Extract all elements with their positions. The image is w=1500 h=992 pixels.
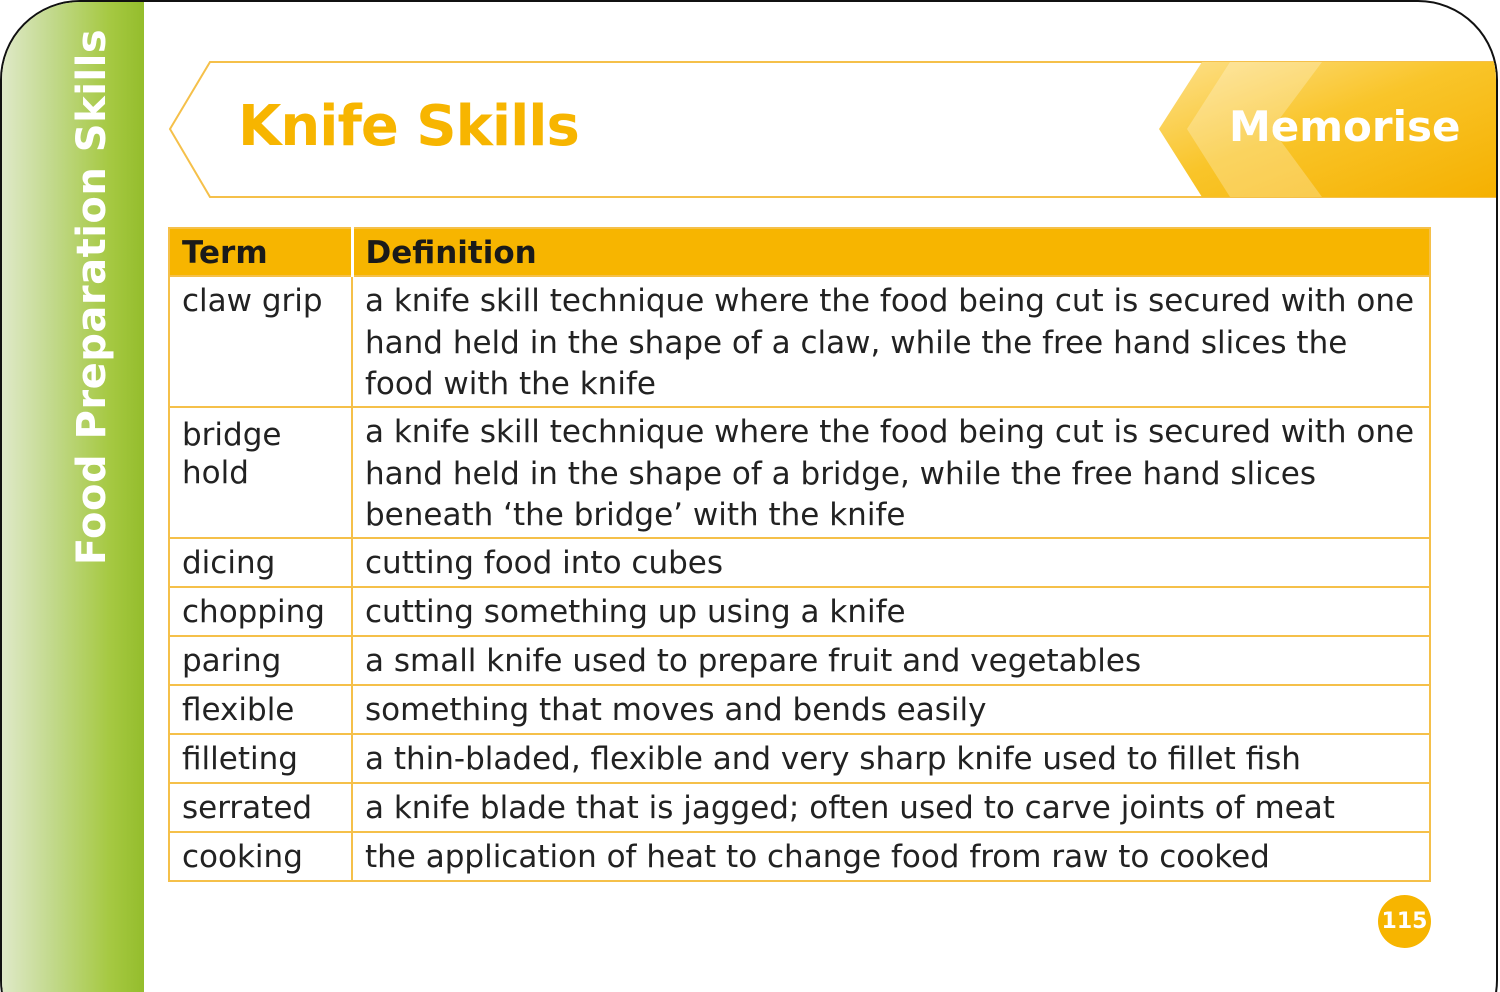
table-row	[169, 276, 1430, 407]
table-row	[169, 734, 1430, 783]
table-row	[169, 538, 1430, 587]
definition-cell: a small knife used to prepare fruit and vegetables	[352, 636, 1430, 685]
term-cell: dicing	[169, 538, 352, 587]
term-cell: filleting	[169, 734, 352, 783]
table-row	[169, 407, 1430, 538]
definition-cell: cutting something up using a knife	[352, 587, 1430, 636]
column-header-term: Term	[169, 228, 352, 276]
definition-cell: a knife skill technique where the food being cut is secured with one hand held in the shape of a claw, while the free hand slices the food with the knife	[352, 276, 1430, 407]
term-cell: chopping	[169, 587, 352, 636]
memorise-badge: Memorise	[1229, 102, 1461, 151]
table-row	[169, 587, 1430, 636]
column-header-definition: Definition	[352, 228, 1430, 276]
term-cell: paring	[169, 636, 352, 685]
table-row	[169, 685, 1430, 734]
definition-cell: cutting food into cubes	[352, 538, 1430, 587]
table-row	[169, 832, 1430, 881]
sidebar-label: Food Preparation Skills	[69, 28, 115, 566]
table-header-row	[169, 228, 1430, 276]
term-cell: serrated	[169, 783, 352, 832]
table-row	[169, 783, 1430, 832]
term-cell	[169, 407, 352, 538]
term-cell: claw grip	[169, 276, 352, 407]
term-cell: cooking	[169, 832, 352, 881]
term-cell: flexible	[169, 685, 352, 734]
definition-cell: the application of heat to change food from raw to cooked	[352, 832, 1430, 881]
page-title: Knife Skills	[238, 94, 579, 159]
definition-cell: a knife skill technique where the food being cut is secured with one hand held in the shape of a bridge, while the free hand slices beneath ‘the bridge’ with the knife	[352, 407, 1430, 538]
terms-table	[168, 227, 1431, 882]
definition-cell: a thin-bladed, flexible and very sharp knife used to fillet fish	[352, 734, 1430, 783]
page-number: 115	[1378, 895, 1431, 948]
table-row	[169, 636, 1430, 685]
term-text: bridge hold	[182, 417, 282, 491]
definition-cell: a knife blade that is jagged; often used to carve joints of meat	[352, 783, 1430, 832]
definition-cell: something that moves and bends easily	[352, 685, 1430, 734]
